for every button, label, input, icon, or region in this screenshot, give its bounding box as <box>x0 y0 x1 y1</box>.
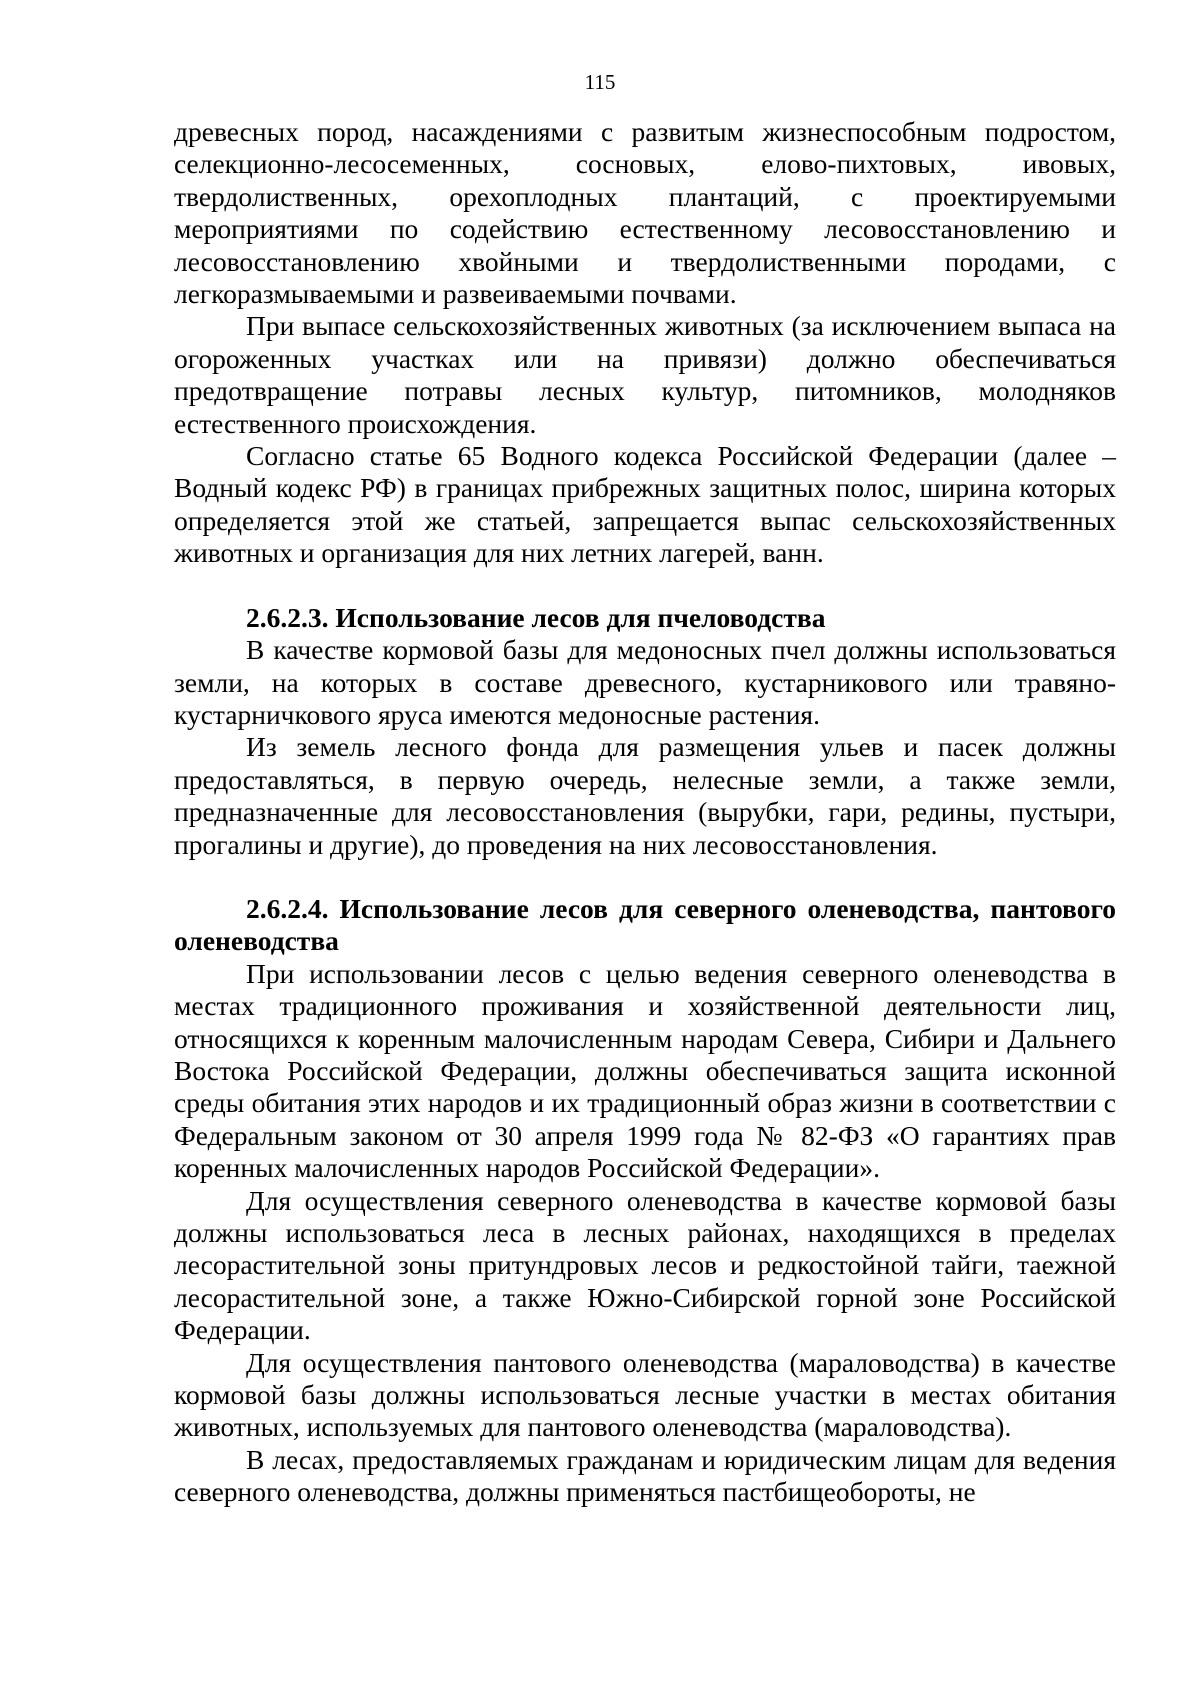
paragraph-continuation: древесных пород, насаждениями с развитым жизнеспособным подростом, селекционно-лесосеменных, сосновых, елово-пихтовых, ивовых, твердолиственных, орехоплодных плантаций, с проектируемыми мероприятиями по содействию естественному лесовосстановлению и лесовосстановлению хвойными и твердолиственными породами, с легкоразмываемыми и развеиваемыми почвами. <box>174 116 1116 310</box>
section-heading-reindeer: 2.6.2.4. Использование лесов для северного оленеводства, пантового оленеводства <box>174 892 1116 957</box>
paragraph-apiary-lands: Из земель лесного фонда для размещения ульев и пасек должны предоставляться, в первую очередь, нелесные земли, а также земли, предназначенные для лесовосстановления (вырубки, гари, редины, пустыри, прогалины и другие), до проведения на них лесовосстановления. <box>174 731 1116 860</box>
section-spacer <box>174 570 1116 602</box>
section-spacer <box>174 861 1116 893</box>
paragraph-grazing-protection: При выпасе сельскохозяйственных животных (за исключением выпаса на огороженных участках или на привязи) должно обеспечиваться предотвращение потравы лесных культур, питомников, молодняков естественного происхождения. <box>174 310 1116 439</box>
section-heading-beekeeping: 2.6.2.3. Использование лесов для пчеловодства <box>246 601 826 633</box>
paragraph-water-code: Согласно статье 65 Водного кодекса Российской Федерации (далее – Водный кодекс РФ) в границах прибрежных защитных полос, ширина которых определяется этой же статьей, запрещается выпас сельскохозяйственных животных и организация для них летних лагерей, ванн. <box>174 440 1116 569</box>
paragraph-honey-base: В качестве кормовой базы для медоносных пчел должны использоваться земли, на которых в составе древесного, кустарникового или травяно-кустарничкового яруса имеются медоносные растения. <box>174 634 1116 730</box>
paragraph-maral-forage: Для осуществления пантового оленеводства (мараловодства) в качестве кормовой базы должны использоваться лесные участки в местах обитания животных, используемых для пантового оленеводства (мараловодства). <box>174 1346 1116 1443</box>
page-number: 115 <box>584 70 616 94</box>
paragraph-pasture-rotation: В лесах, предоставляемых гражданам и юридическим лицам для ведения северного оленеводства, должны применяться пастбищеобороты, не <box>174 1443 1116 1508</box>
paragraph-reindeer-forage: Для осуществления северного оленеводства в качестве кормовой базы должны использоваться леса в лесных районах, находящихся в пределах лесорастительной зоны притундровых лесов и редкостойной тайги, таежной лесорастительной зоне, а также Южно-Сибирской горной зоне Российской Федерации. <box>174 1184 1116 1346</box>
paragraph-indigenous-rights: При использовании лесов с целью ведения северного оленеводства в местах традиционного проживания и хозяйственной деятельности лиц, относящихся к коренным малочисленным народам Севера, Сибири и Дальнего Востока Российской Федерации, должны обеспечиваться защита исконной среды обитания этих народов и их традиционный образ жизни в соответствии с Федеральным законом от 30 апреля 1999 года № 82-ФЗ «О гарантиях прав коренных малочисленных народов Российской Федерации». <box>174 957 1116 1184</box>
document-body <box>174 116 1116 1509</box>
